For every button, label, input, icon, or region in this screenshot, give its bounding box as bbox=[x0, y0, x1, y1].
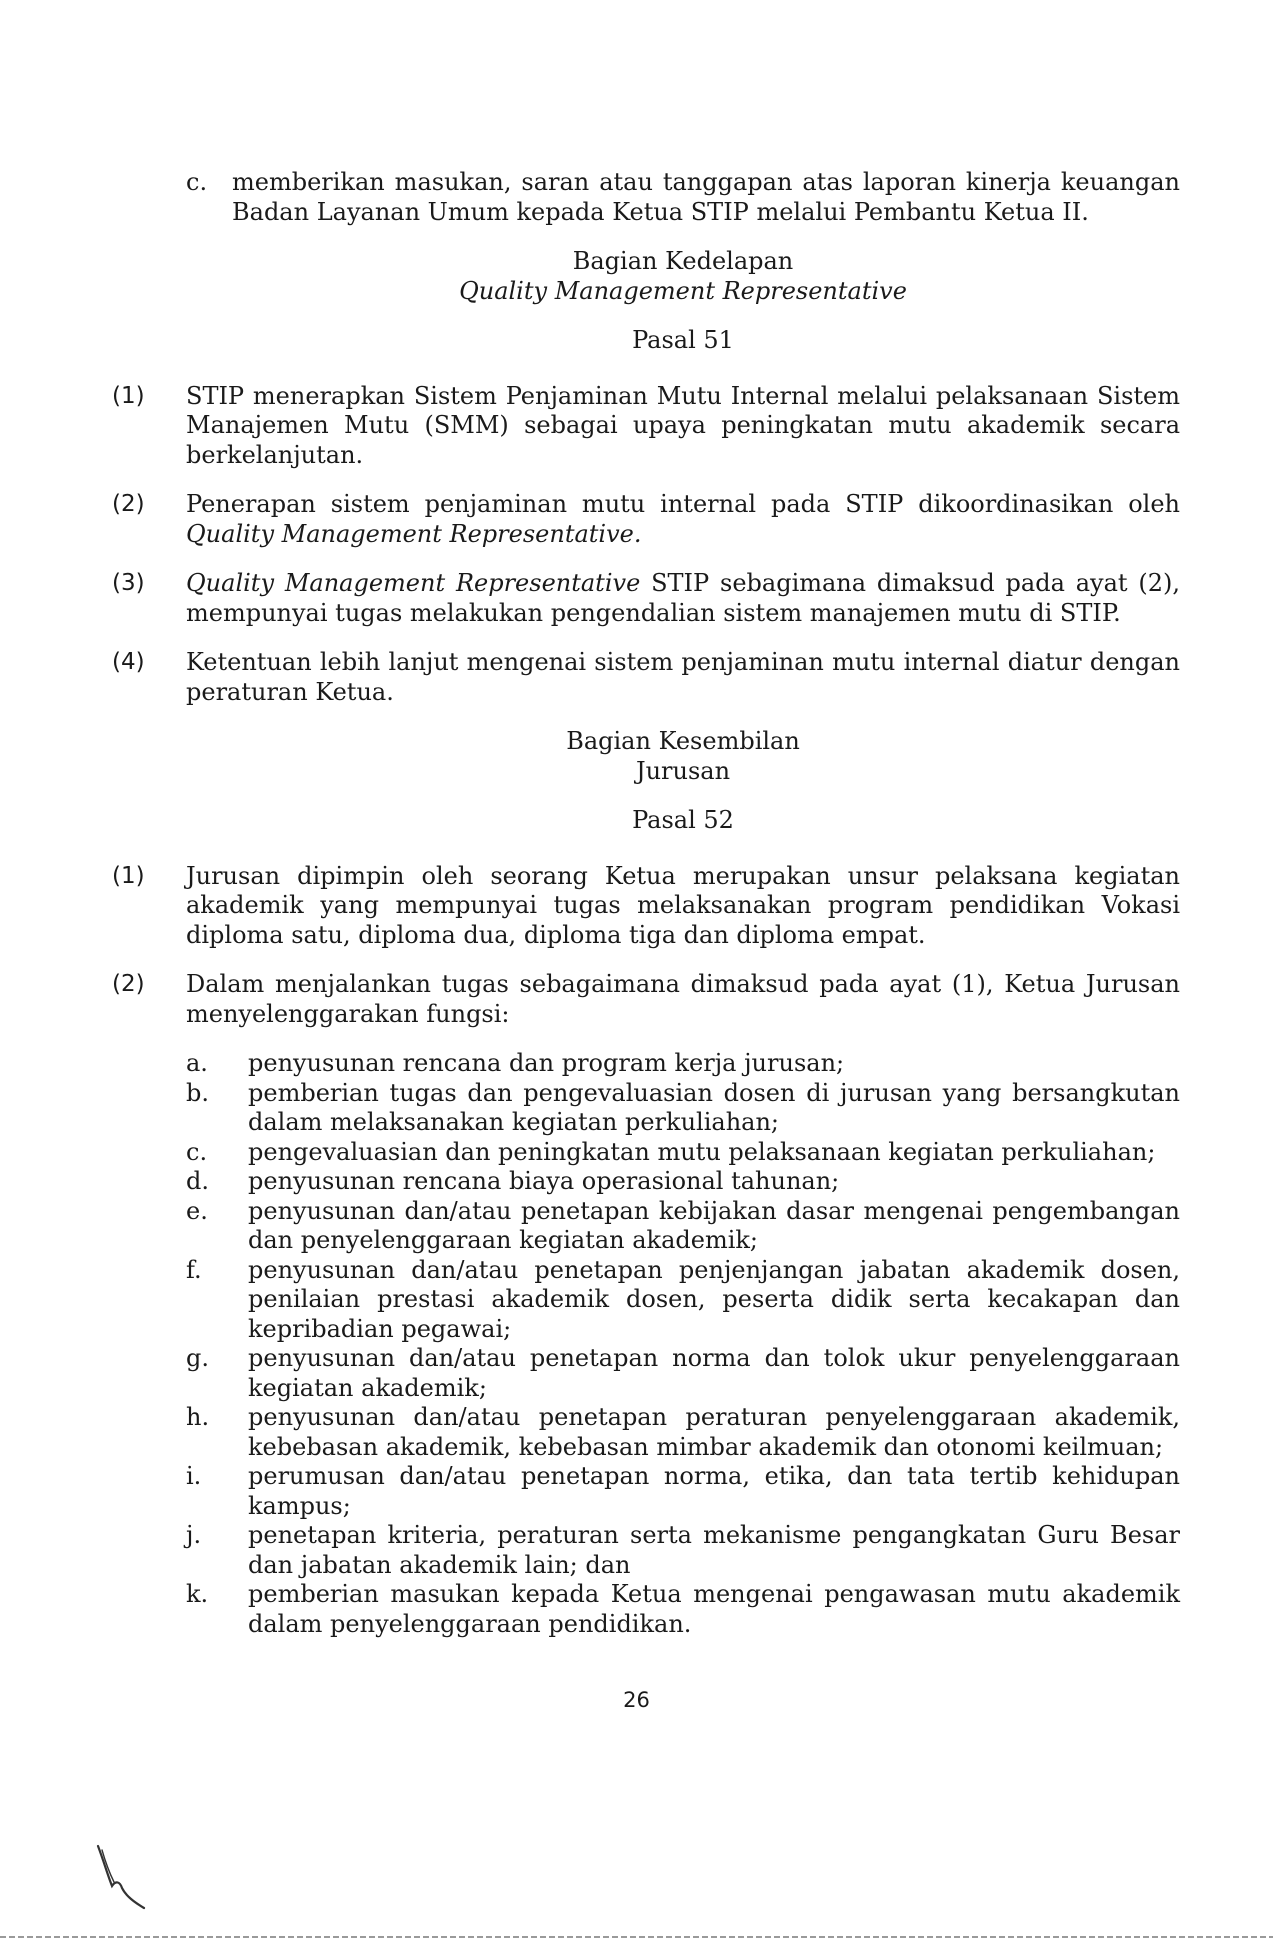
item-label: (2) bbox=[112, 971, 145, 997]
item-label: (1) bbox=[112, 862, 145, 889]
intro-item bbox=[186, 168, 1180, 227]
pasal-item bbox=[112, 861, 1180, 951]
item-label: c. bbox=[186, 168, 208, 196]
list-item: i. perumusan dan/atau penetapan norma, etika, dan tata tertib kehidupan kampus; bbox=[186, 1462, 1180, 1520]
pasal-item bbox=[112, 970, 1180, 1029]
list-item: c. pengevaluasian dan peningkatan mutu pelaksanaan kegiatan perkuliahan; bbox=[186, 1137, 1156, 1166]
item-text: STIP menerapkan Sistem Penjaminan Mutu Internal melalui pelaksanaan Sistem Manajemen Mutu (SMM) sebagai upaya peningkatan mutu akademik secara berkelanjutan. bbox=[186, 381, 1180, 469]
list-item: g. penyusunan dan/atau penetapan norma dan tolok ukur penyelenggaraan kegiatan akademik; bbox=[186, 1344, 1180, 1402]
pasal-item bbox=[112, 381, 1180, 471]
list-item: a. penyusunan rencana dan program kerja jurusan; bbox=[186, 1049, 845, 1077]
item-text: Dalam menjalankan tugas sebagaimana dimaksud pada ayat (1), Ketua Jurusan menyelenggarakan fungsi: bbox=[186, 970, 1180, 1028]
item-text: Jurusan dipimpin oleh seorang Ketua merupakan unsur pelaksana kegiatan akademik yang mempunyai tugas melaksanakan program pendidikan Vokasi diploma satu, diploma dua, diploma tiga dan diploma empat. bbox=[186, 861, 1180, 949]
function-list bbox=[186, 1049, 1180, 1639]
list-item: e. penyusunan dan/atau penetapan kebijakan dasar mengenai pengembangan dan penyelenggaraan kegiatan akademik; bbox=[186, 1196, 1180, 1254]
list-item: f. penyusunan dan/atau penetapan penjenjangan jabatan akademik dosen, penilaian prestasi akademik dosen, peserta didik serta kecakapan dan kepribadian pegawai; bbox=[186, 1255, 1180, 1343]
item-text: memberikan masukan, saran atau tanggapan atas laporan kinerja keuangan Badan Layanan Umum kepada Ketua STIP melalui Pembantu Ketua II. bbox=[232, 168, 1180, 226]
section-heading: Bagian Kesembilan bbox=[566, 727, 800, 755]
pasal-item bbox=[112, 648, 1180, 707]
item-text: Ketentuan lebih lanjut mengenai sistem penjaminan mutu internal diatur dengan peraturan Ketua. bbox=[186, 648, 1180, 706]
pasal-title: Pasal 51 bbox=[632, 326, 734, 354]
pasal-title: Pasal 52 bbox=[632, 806, 734, 834]
item-label: (4) bbox=[112, 649, 145, 675]
item-label: (1) bbox=[112, 382, 145, 409]
pasal-item bbox=[112, 569, 1180, 628]
list-item: d. penyusunan rencana biaya operasional tahunan; bbox=[186, 1167, 840, 1195]
section-subheading: Jurusan bbox=[635, 756, 731, 785]
paraf-mark-icon bbox=[90, 1842, 150, 1912]
scan-edge-divider bbox=[0, 1936, 1273, 1938]
item-text: Penerapan sistem penjaminan mutu internal pada STIP dikoordinasikan oleh Quality Management Representative. bbox=[186, 490, 1180, 548]
section-heading: Bagian Kedelapan bbox=[572, 247, 794, 275]
list-item: b. pemberian tugas dan pengevaluasian dosen di jurusan yang bersangkutan dalam melaksanakan kegiatan perkuliahan; bbox=[186, 1078, 1180, 1136]
list-item: j. penetapan kriteria, peraturan serta mekanisme pengangkatan Guru Besar dan jabatan akademik lain; dan bbox=[186, 1521, 1180, 1579]
page-content bbox=[112, 168, 1180, 1639]
list-item: h. penyusunan dan/atau penetapan peraturan penyelenggaraan akademik, kebebasan akademik, kebebasan mimbar akademik dan otonomi keilmuan; bbox=[186, 1403, 1180, 1461]
item-text: Quality Management Representative STIP sebagimana dimaksud pada ayat (2), mempunyai tugas melakukan pengendalian sistem manajemen mutu di STIP. bbox=[186, 569, 1180, 627]
list-item: k. pemberian masukan kepada Ketua mengenai pengawasan mutu akademik dalam penyelenggaraan pendidikan. bbox=[186, 1580, 1180, 1638]
item-label: (2) bbox=[112, 491, 145, 517]
section-subheading: Quality Management Representative bbox=[459, 276, 907, 305]
page-number: 26 bbox=[623, 1688, 650, 1712]
pasal-item bbox=[112, 490, 1180, 549]
item-label: (3) bbox=[112, 570, 145, 596]
